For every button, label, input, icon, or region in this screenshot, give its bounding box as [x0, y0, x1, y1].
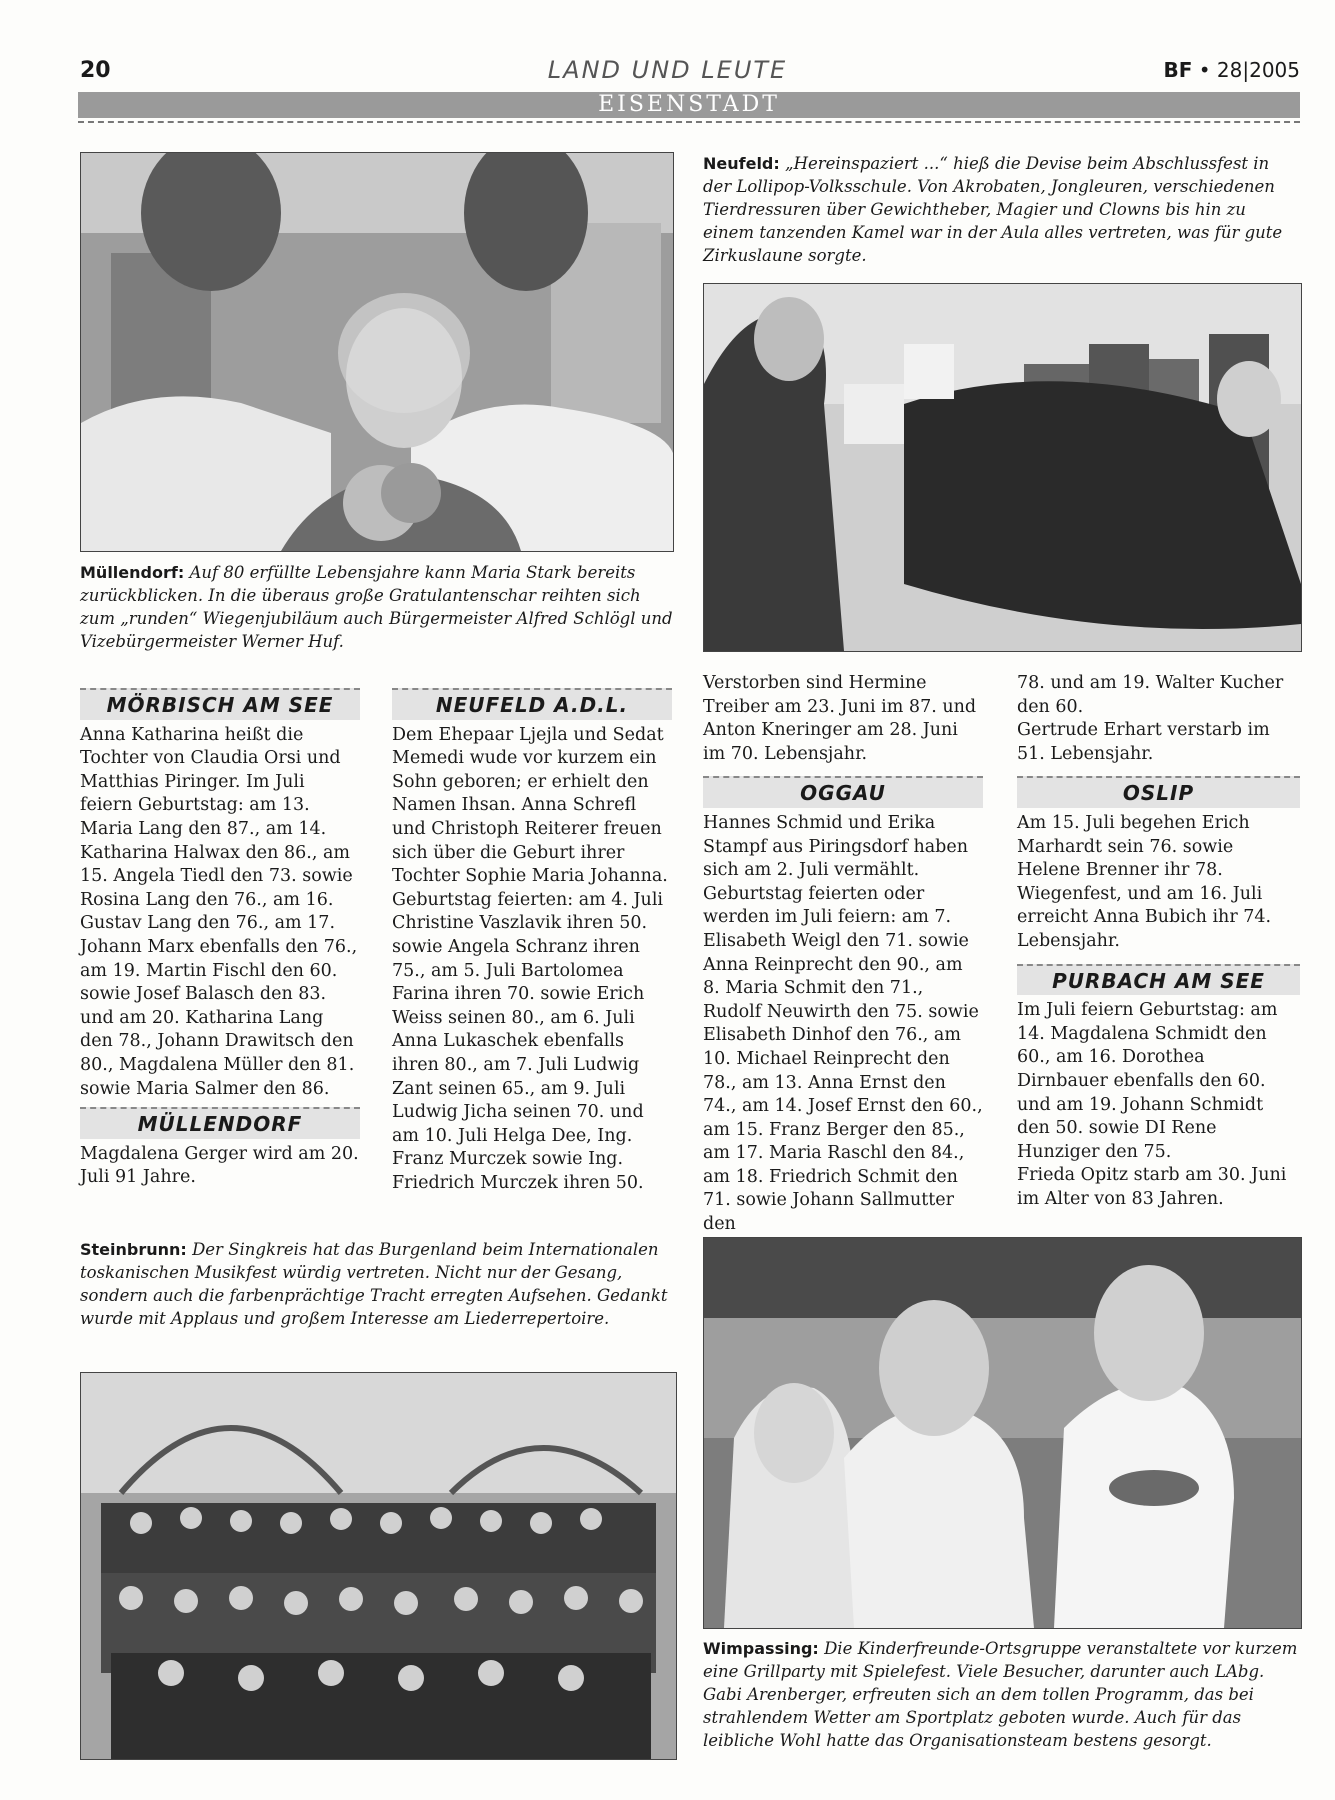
issue-number: 28|2005	[1216, 58, 1300, 82]
caption-text: „Hereinspaziert ...“ hieß die Devise beim Abschlussfest in der Lollipop-Volksschule. Von Akrobaten, Jongleuren, verschiedenen Tierdressuren über Gewichtheber, Magier und Clowns bis hin zu einem tanzenden Kamel war in der Aula alles vertreten, was für gute Zirkuslaune sorgte.	[703, 154, 1283, 265]
column-4	[1017, 672, 1300, 1211]
photo-steinbrunn	[80, 1372, 677, 1760]
column-1	[80, 688, 360, 1190]
caption-muellendorf	[80, 561, 680, 653]
section-title-muellendorf: MÜLLENDORF	[80, 1107, 360, 1139]
section-body-oslip: Am 15. Juli begehen Erich Marhardt sein 76. sowie Helene Brenner ihr 78. Wiegenfest, und am 16. Juli erreicht Anna Bubich ihr 74. Lebensjahr.	[1017, 812, 1272, 951]
caption-place: Steinbrunn:	[80, 1240, 187, 1259]
section-body-moerbisch: Anna Katharina heißt die Tochter von Claudia Orsi und Matthias Piringer. Im Juli feiern Geburtstag: am 13. Maria Lang den 87., am 14. Katharina Halwax den 86., am 15. Angela Tiedl den 73. sowie Rosina Lang den 76., am 16. Gustav Lang den 76., am 17. Johann Marx ebenfalls den 76., am 19. Martin Fischl den 60. sowie Josef Balasch den 83. und am 20. Katharina Lang den 78., Johann Drawitsch den 80., Magdalena Müller den 81. sowie Maria Salmer den 86.	[80, 724, 358, 1099]
caption-place: Müllendorf:	[80, 563, 185, 582]
section-body-purbach-1: Im Juli feiern Geburtstag: am 14. Magdalena Schmidt den 60., am 16. Dorothea Dirnbauer ebenfalls den 60. und am 19. Johann Schmidt den 50. sowie DI Rene Hunziger den 75.	[1017, 1000, 1278, 1162]
section-title-neufeld: NEUFELD A.D.L.	[392, 688, 672, 720]
section-body-oggau-2: Geburtstag feierten oder werden im Juli feiern: am 7. Elisabeth Weigl den 71. sowie Anna Reinprecht den 90., am 8. Maria Schmit den 71., Rudolf Neuwirth den 75. sowie Elisabeth Dinhof den 76., am 10. Michael Reinprecht den 78., am 13. Anna Ernst den 74., am 14. Josef Ernst den 60., am 15. Franz Berger den 85., am 17. Maria Raschl den 84., am 18. Friedrich Schmit den 71. sowie Johann Sallmutter den	[703, 883, 983, 1235]
photo-muellendorf	[80, 152, 674, 552]
column-3	[703, 672, 983, 1237]
section-title-oslip: OSLIP	[1017, 776, 1300, 808]
caption-text: Auf 80 erfüllte Lebensjahre kann Maria Stark bereits zurückblicken. In die überaus große Gratulantenschar reihten sich zum „runden“ Wiegenjubiläum auch Bürgermeister Alfred Schlögl und Vizebürgermeister Werner Huf.	[80, 563, 673, 651]
photo-wimpassing	[703, 1237, 1302, 1629]
section-body-purbach-2: Frieda Opitz starb am 30. Juni im Alter von 83 Jahren.	[1017, 1165, 1287, 1209]
caption-place: Wimpassing:	[703, 1639, 819, 1658]
section-body-oggau-continued-1: 78. und am 19. Walter Kucher den 60.	[1017, 673, 1284, 717]
section-banner-title: EISENSTADT	[598, 92, 780, 117]
page-number: 20	[80, 58, 111, 83]
caption-text: Die Kinderfreunde-Ortsgruppe veranstaltete vor kurzem eine Grillparty mit Spielefest. Viele Besucher, darunter auch LAbg. Gabi Arenberger, erfreuten sich an dem tollen Programm, das bei strahlendem Wetter am Sportplatz geboten wurde. Auch für das leibliche Wohl hatte das Organisationsteam bestens gesorgt.	[703, 1639, 1298, 1750]
section-rubric: LAND UND LEUTE	[547, 56, 788, 84]
photo-neufeld	[703, 283, 1302, 652]
section-title-oggau: OGGAU	[703, 776, 983, 808]
header-divider	[78, 121, 1300, 123]
section-title-purbach: PURBACH AM SEE	[1017, 964, 1300, 996]
caption-place: Neufeld:	[703, 154, 780, 173]
caption-text: Der Singkreis hat das Burgenland beim Internationalen toskanischen Musikfest würdig vertreten. Nicht nur der Gesang, sondern auch die farbenprächtige Tracht erregten Aufsehen. Gedankt wurde mit Applaus und großem Interesse am Liederrepertoire.	[80, 1240, 668, 1328]
publication-name: BF	[1163, 58, 1193, 82]
section-body-neufeld-continued: Verstorben sind Hermine Treiber am 23. Juni im 87. und Anton Kneringer am 28. Juni im 70. Lebensjahr.	[703, 673, 977, 764]
caption-wimpassing	[703, 1637, 1300, 1752]
section-body-oggau-continued-2: Gertrude Erhart verstarb im 51. Lebensjahr.	[1017, 720, 1270, 764]
section-body-neufeld-1: Dem Ehepaar Ljejla und Sedat Memedi wude vor kurzem ein Sohn geboren; er erhielt den Namen Ihsan. Anna Schrefl und Christoph Reiterer freuen sich über die Geburt ihrer Tochter Sophie Maria Johanna.	[392, 724, 668, 887]
caption-steinbrunn	[80, 1238, 675, 1330]
section-body-oggau-1: Hannes Schmid und Erika Stampf aus Piringsdorf haben sich am 2. Juli vermählt.	[703, 812, 969, 881]
section-body-neufeld-2: Geburtstag feierten: am 4. Juli Christine Vaszlavik ihren 50. sowie Angela Schranz ihren 75., am 5. Juli Bartolomea Farina ihren 70. sowie Erich Weiss seinen 80., am 6. Juli Anna Lukaschek ebenfalls ihren 80., am 7. Juli Ludwig Zant seinen 65., am 9. Juli Ludwig Jicha seinen 70. und am 10. Juli Helga Dee, Ing. Franz Murczek sowie Ing. Friedrich Murczek ihren 50.	[392, 889, 664, 1193]
caption-neufeld	[703, 152, 1298, 267]
column-2	[392, 688, 672, 1195]
section-body-muellendorf: Magdalena Gerger wird am 20. Juli 91 Jahre.	[80, 1143, 359, 1188]
section-banner	[78, 92, 1300, 118]
section-title-moerbisch: MÖRBISCH AM SEE	[80, 688, 360, 720]
issue-label: BF • 28|2005	[1163, 58, 1300, 82]
